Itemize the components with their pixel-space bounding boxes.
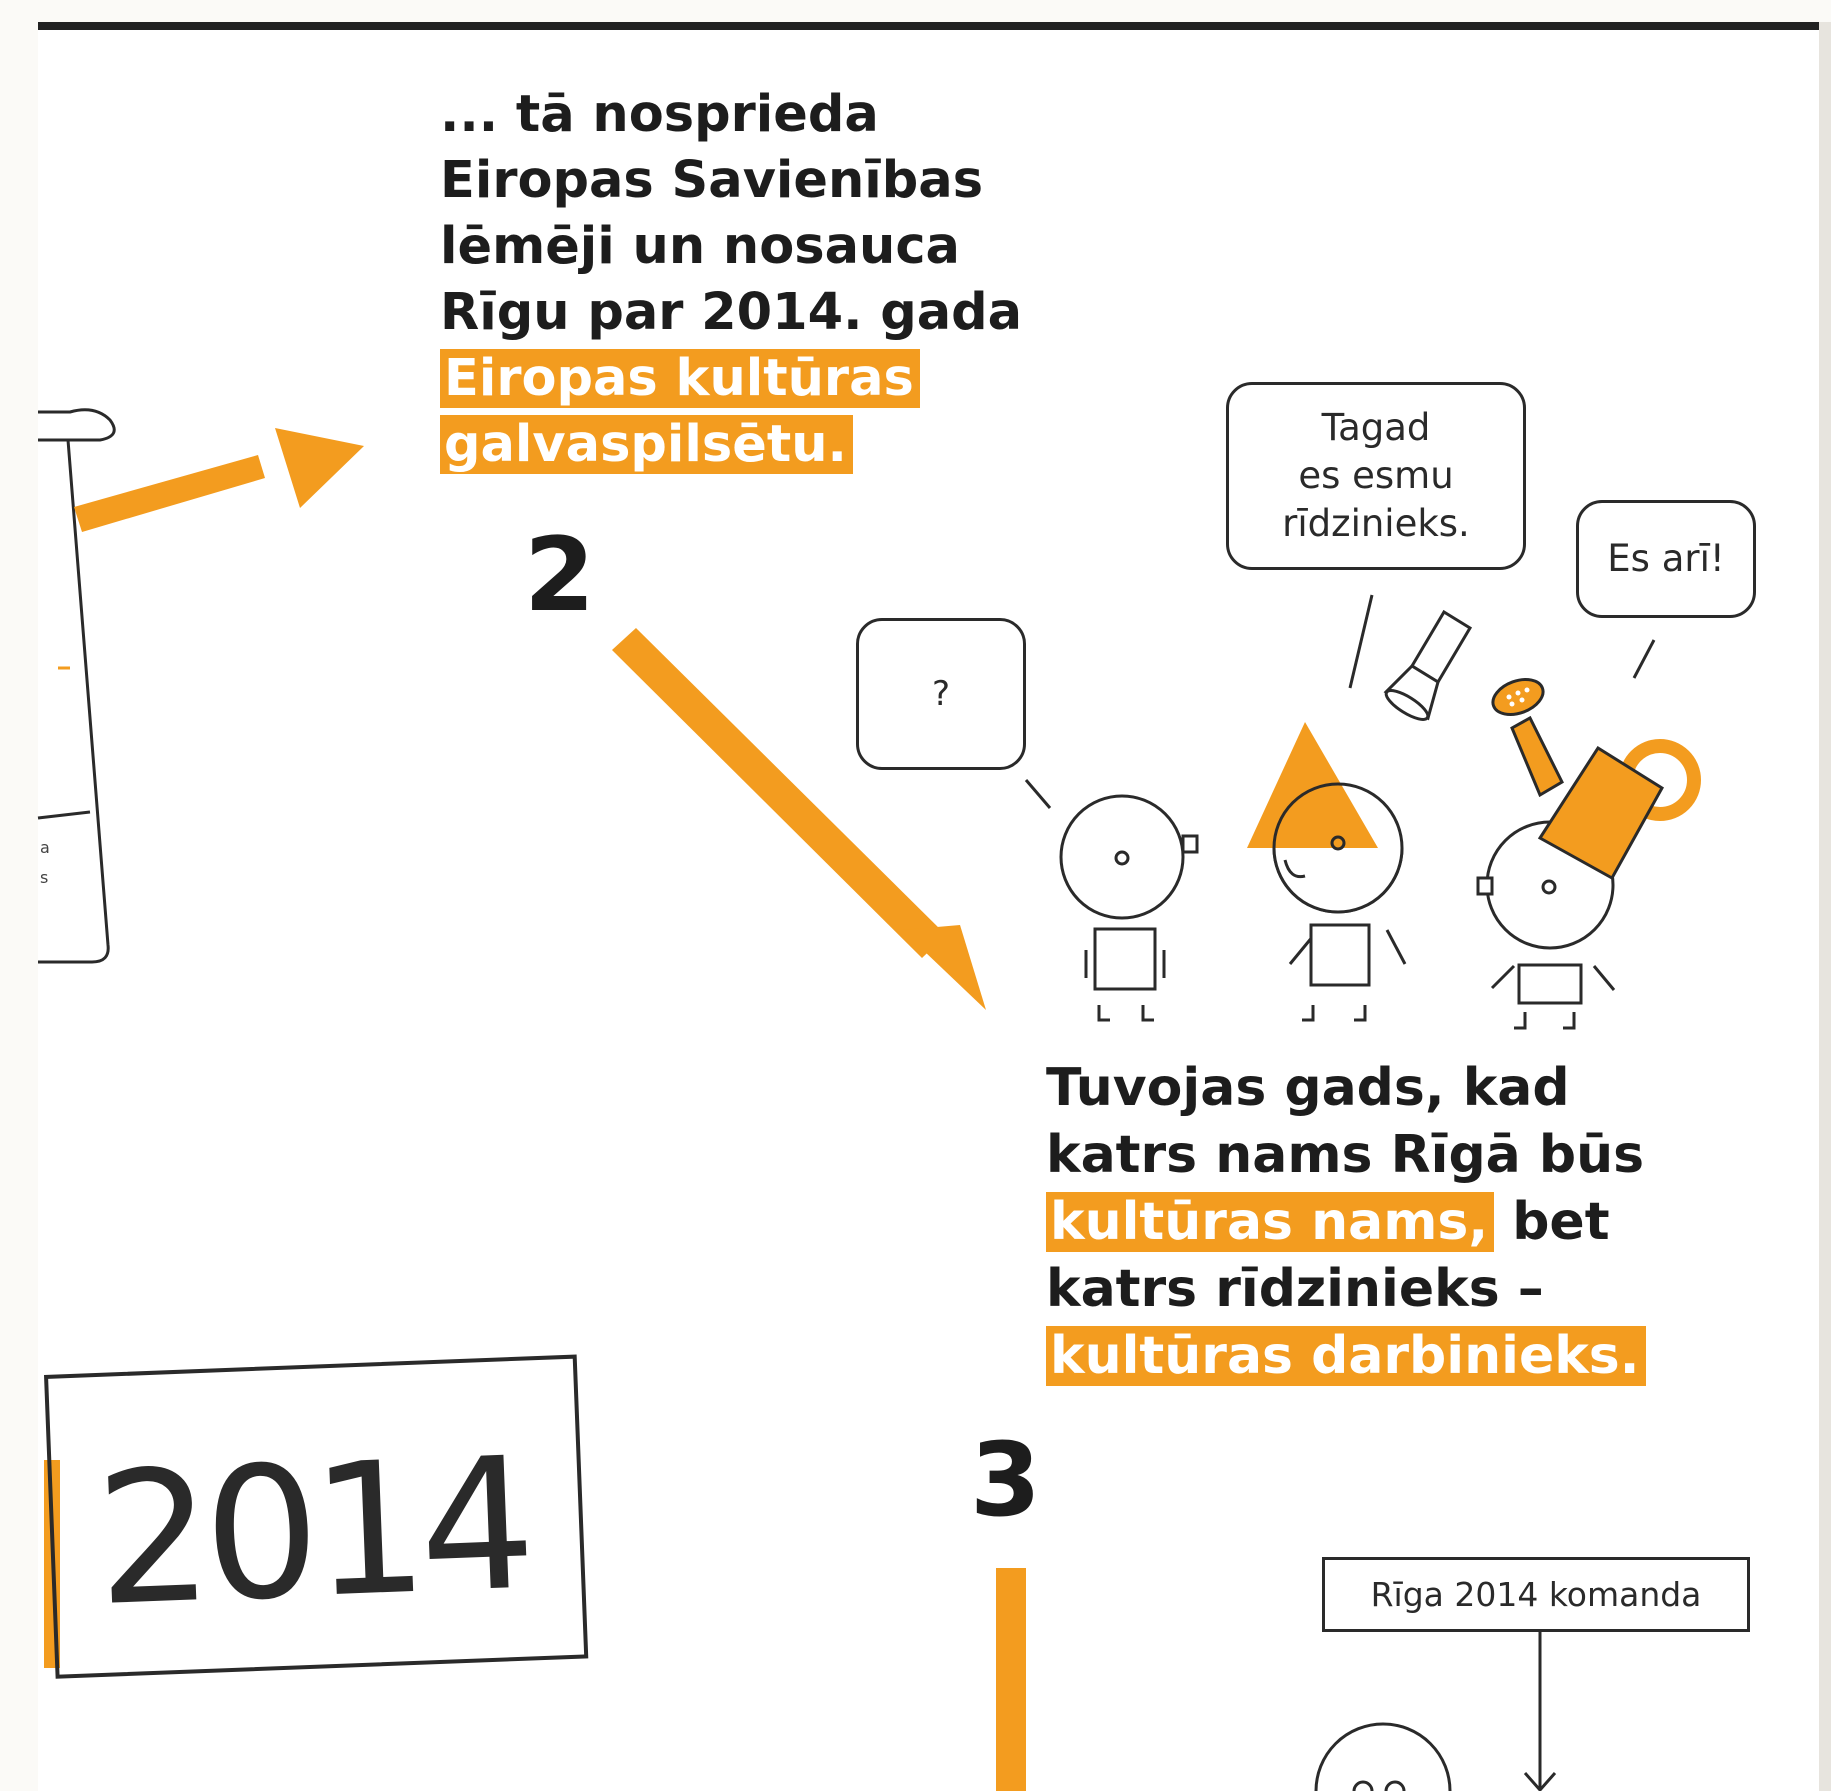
character-watering-can [1478, 673, 1694, 1028]
intro-highlight-2: galvaspilsētu. [440, 415, 853, 474]
step-3-number: 3 [970, 1421, 1041, 1540]
intro-line-3: lēmēji un nosauca [440, 217, 960, 276]
thought-bubble-text: ? [931, 674, 951, 714]
speech-bubble-citizen [1226, 382, 1526, 570]
speech-bubble-me-too [1576, 500, 1756, 618]
character-puzzled [1061, 796, 1197, 1020]
speech-bubble-citizen-text: Tagad es esmu rīdzinieks. [1282, 406, 1470, 545]
orange-vertical-bar [996, 1568, 1026, 1791]
scroll-fragment-s: s [40, 868, 49, 887]
speech2-tail [1634, 640, 1654, 678]
team-connector [1525, 1632, 1555, 1790]
year-text: 2014 [92, 1417, 532, 1647]
scroll-fragment-a: a [40, 838, 50, 857]
intro-line-2: Eiropas Savienības [440, 151, 984, 210]
culture-line-3-rest: bet [1494, 1192, 1610, 1252]
speech1-tail [1350, 595, 1372, 688]
culture-highlight-2: kultūras darbinieks. [1046, 1326, 1646, 1386]
culture-paragraph [1046, 1055, 1806, 1390]
thought-bubble-question [856, 618, 1026, 770]
step-2-number: 2 [524, 516, 595, 635]
team-box: Rīga 2014 komanda [1322, 1557, 1750, 1632]
character-flashlight [1247, 612, 1470, 1020]
culture-line-4: katrs rīdzinieks – [1046, 1259, 1544, 1319]
face-icon [1316, 1724, 1450, 1791]
scroll-document-icon [38, 410, 114, 962]
speech-bubble-me-too-text: Es arī! [1607, 537, 1725, 580]
arrow-to-step-1 [74, 428, 364, 532]
culture-highlight-1: kultūras nams, [1046, 1192, 1494, 1252]
flashlight-icon [1382, 612, 1470, 725]
year-box [44, 1355, 588, 1679]
culture-line-2: katrs nams Rīgā būs [1046, 1125, 1645, 1185]
intro-line-1: ... tā nosprieda [440, 85, 879, 144]
flashlight-beam [1247, 722, 1378, 848]
culture-line-1: Tuvojas gads, kad [1046, 1058, 1570, 1118]
thought-tail [1026, 780, 1050, 808]
intro-paragraph [440, 82, 1200, 478]
intro-line-4: Rīgu par 2014. gada [440, 283, 1023, 342]
intro-highlight-1: Eiropas kultūras [440, 349, 920, 408]
